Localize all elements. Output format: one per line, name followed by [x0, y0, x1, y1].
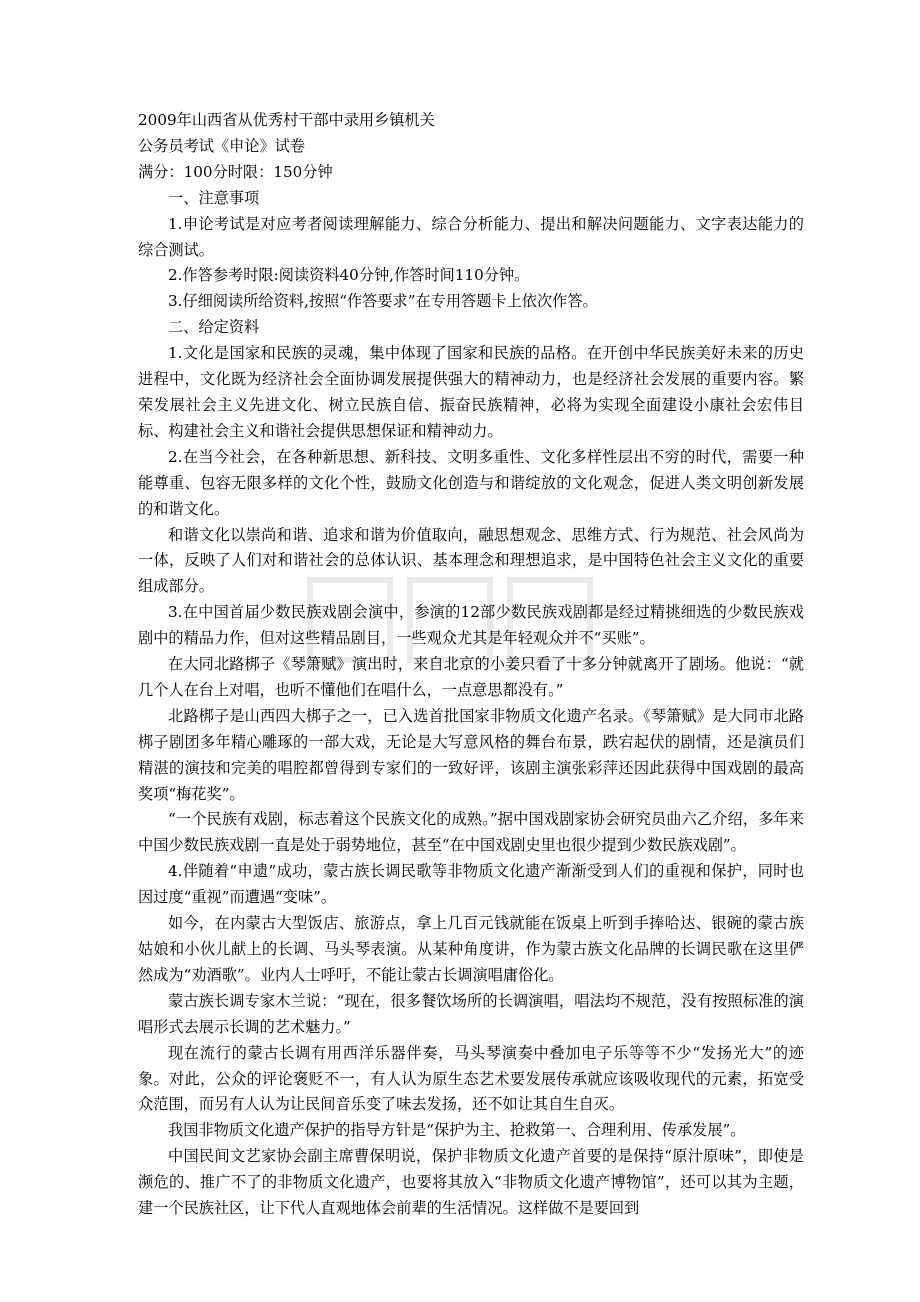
- note-item: 3.仔细阅读所给资料,按照“作答要求”在专用答题卡上依次作答。: [168, 292, 598, 311]
- material-paragraph: “一个民族有戏剧，标志着这个民族文化的成熟。”据中国戏剧家协会研究员曲六乙介绍，多年来中国少数民族戏剧一直是处于弱势地位，甚至“在中国戏剧史里也很少提到少数民族戏剧”。: [138, 810, 804, 855]
- material-paragraph: 1.文化是国家和民族的灵魂，集中体现了国家和民族的品格。在开创中华民族美好未来的历史进程中，文化既为经济社会全面协调发展提供强大的精神动力，也是经济社会发展的重要内容。繁荣发展社会主义先进文化、树立民族自信、振奋民族精神，必将为实现全面建设小康社会宏伟目标、构建社会主义和谐社会提供思想保证和精神动力。: [138, 344, 804, 440]
- note-item: 2.作答参考时限:阅读资料40分钟,作答时间110分钟。: [168, 266, 530, 285]
- title-line-1: 2009年山西省从优秀村干部中录用乡镇机关: [138, 111, 435, 129]
- material-paragraph: 2.在当今社会，在各种新思想、新科技、文明多重性、文化多样性层出不穷的时代，需要一种能尊重、包容无限多样的文化个性，鼓励文化创造与和谐绽放的文化观念，促进人类文明创新发展的和谐文化。: [138, 447, 804, 518]
- section-heading-notes: 一、注意事项: [168, 188, 260, 207]
- material-paragraph: 3.在中国首届少数民族戏剧会演中，参演的12部少数民族戏剧都是经过精挑细选的少数民族戏剧中的精品力作，但对这些精品剧目，一些观众尤其是年轻观众并不“买账”。: [138, 603, 804, 648]
- document-page: [138, 108, 804, 1222]
- material-paragraph: 和谐文化以崇尚和谐、追求和谐为价值取向，融思想观念、思维方式、行为规范、社会风尚为一体，反映了人们对和谐社会的总体认识、基本理念和理想追求，是中国特色社会主义文化的重要组成部分。: [138, 525, 804, 596]
- note-item: 1.申论考试是对应考者阅读理解能力、综合分析能力、提出和解决问题能力、文字表达能力的综合测试。: [138, 214, 804, 259]
- section-heading-materials: 二、给定资料: [168, 318, 260, 337]
- material-paragraph: 在大同北路梆子《琴箫赋》演出时，来自北京的小姜只看了十多分钟就离开了剧场。他说：“就几个人在台上对唱，也听不懂他们在唱什么，一点意思都没有。”: [138, 655, 804, 699]
- material-paragraph: 中国民间文艺家协会副主席曹保明说，保护非物质文化遗产首要的是保持“原汁原味”，即使是濒危的、推广不了的非物质文化遗产，也要将其放入“非物质文化遗产博物馆”，还可以其为主题，建一个民族社区，让下代人直观地体会前辈的生活情况。这样做不是要回到: [138, 1147, 804, 1218]
- title-line-2: 公务员考试《申论》试卷: [138, 136, 306, 155]
- material-paragraph: 现在流行的蒙古长调有用西洋乐器伴奏，马头琴演奏中叠加电子乐等等不少“发扬光大”的迹象。对此，公众的评论褒贬不一，有人认为原生态艺术要发展传承就应该吸收现代的元素，拓宽受众范围，而另有人认为让民间音乐变了味去发扬，还不如让其自生自灭。: [138, 1043, 804, 1114]
- material-paragraph: 如今，在内蒙古大型饭店、旅游点，拿上几百元钱就能在饭桌上听到手捧哈达、银碗的蒙古族姑娘和小伙儿献上的长调、马头琴表演。从某种角度讲，作为蒙古族文化品牌的长调民歌在这里俨然成为“劝酒歌”。业内人士呼吁，不能让蒙古长调演唱庸俗化。: [138, 914, 804, 984]
- material-paragraph: 4.伴随着“申遗”成功，蒙古族长调民歌等非物质文化遗产渐渐受到人们的重视和保护，同时也因过度“重视”而遭遇“变味”。: [138, 862, 804, 907]
- material-paragraph: 我国非物质文化遗产保护的指导方针是“保护为主、抢救第一、合理利用、传承发展”。: [168, 1121, 746, 1140]
- material-paragraph: 蒙古族长调专家木兰说：“现在，很多餐饮场所的长调演唱，唱法均不规范，没有按照标准的演唱形式去展示长调的艺术魅力。”: [138, 991, 804, 1036]
- material-paragraph: 北路梆子是山西四大梆子之一，已入选首批国家非物质文化遗产名录。《琴箫赋》是大同市北路梆子剧团多年精心雕琢的一部大戏，无论是大写意风格的舞台布景，跌宕起伏的剧情，还是演员们精湛的演技和完美的唱腔都曾得到专家们的一致好评，该剧主演张彩萍还因此获得中国戏剧的最高奖项“梅花奖”。: [138, 706, 804, 803]
- score-time-line: 满分：100分时限：150分钟: [138, 162, 333, 181]
